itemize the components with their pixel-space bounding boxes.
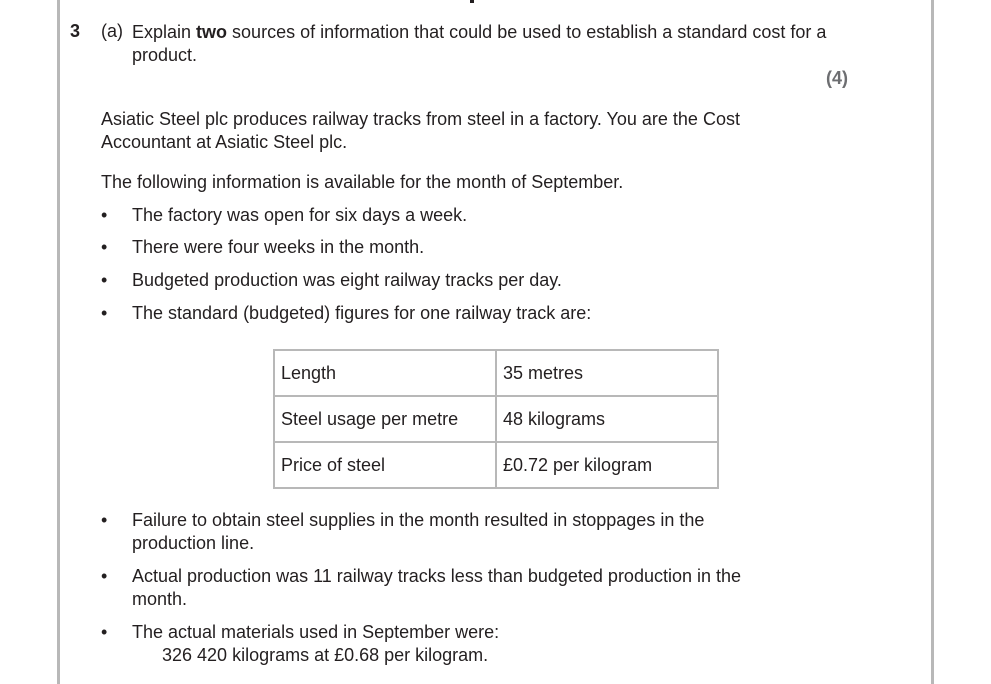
page-border-right — [931, 0, 934, 684]
question-part: (a) — [101, 21, 123, 41]
bullet-icon: • — [101, 622, 108, 642]
list-item-text: The standard (budgeted) figures for one railway track are: — [132, 303, 592, 323]
bullet-icon: • — [101, 270, 108, 290]
table-row — [274, 350, 718, 396]
question-text-post: sources of information that could be used to establish a standard cost for a product. — [132, 22, 827, 65]
table-cell-label: Price of steel — [274, 442, 496, 488]
table-cell-value: 48 kilograms — [496, 396, 718, 442]
page-border-left — [57, 0, 60, 684]
bullet-icon: • — [101, 237, 108, 257]
list-item-text: Actual production was 11 railway tracks less than budgeted production in the month. — [132, 566, 742, 609]
list-item-text: Budgeted production was eight railway tracks per day. — [132, 270, 562, 290]
question-text — [132, 21, 852, 67]
scenario-lead: The following information is available for the month of September. — [101, 172, 624, 192]
marks-label: (4) — [826, 68, 848, 88]
table-cell-value: £0.72 per kilogram — [496, 442, 718, 488]
bullet-icon: • — [101, 303, 108, 323]
actual-materials-value: 326 420 kilograms at £0.68 per kilogram. — [162, 645, 489, 665]
scenario-intro: Asiatic Steel plc produces railway tracks from steel in a factory. You are the Cost Accountant at Asiatic Steel plc. — [101, 109, 740, 152]
bullet-icon: • — [101, 205, 108, 225]
actual-materials-lead: The actual materials used in September were: — [132, 622, 500, 642]
page-top-mark — [470, 0, 474, 3]
standard-figures-table — [273, 349, 719, 489]
list-item-text: Failure to obtain steel supplies in the month resulted in stoppages in the production line. — [132, 510, 705, 553]
bullet-icon: • — [101, 510, 108, 530]
table-cell-value: 35 metres — [496, 350, 718, 396]
question-number: 3 — [70, 21, 81, 41]
table-cell-label: Steel usage per metre — [274, 396, 496, 442]
list-item-text: The factory was open for six days a week. — [132, 205, 468, 225]
table-cell-label: Length — [274, 350, 496, 396]
bullet-icon: • — [101, 566, 108, 586]
list-item-text — [132, 621, 782, 667]
table-row — [274, 442, 718, 488]
list-item-text: There were four weeks in the month. — [132, 237, 425, 257]
question-text-bold: two — [196, 22, 228, 42]
table-row — [274, 396, 718, 442]
question-text-pre: Explain — [132, 22, 197, 42]
